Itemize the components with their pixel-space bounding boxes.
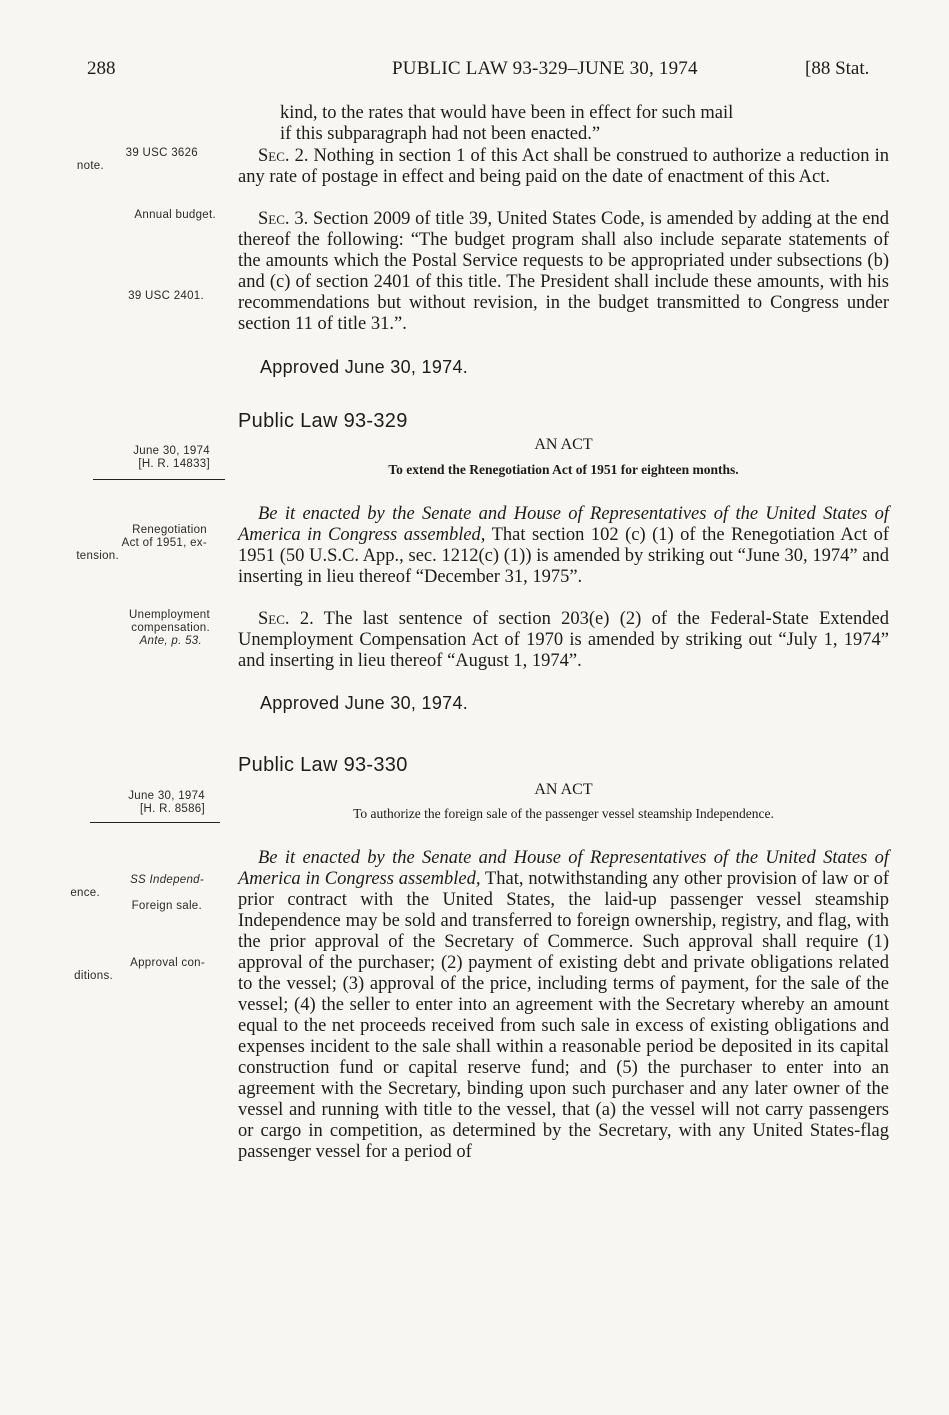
continued-line-1: kind, to the rates that would have been in effect for such mail: [280, 103, 734, 123]
margin-rule: [90, 822, 220, 823]
section-label: Sec. 2.: [258, 609, 314, 629]
margin-note-line: Unemployment: [129, 609, 210, 621]
section-text: Nothing in section 1 of this Act shall be construed to authorize a reduction in any rate of postage in effect and being paid on the date of enactment of this Act.: [238, 146, 890, 187]
margin-note-line: 39 USC 3626: [125, 147, 198, 159]
margin-note-unemployment: [60, 609, 210, 648]
section-label: Sec. 2.: [258, 146, 309, 166]
act-purpose: To authorize the foreign sale of the passenger vessel steamship Independence.: [353, 806, 774, 821]
margin-note-line: Renegotiation: [132, 524, 207, 536]
margin-note-line: tension.: [76, 550, 119, 562]
public-law-title: Public Law 93-329: [238, 410, 408, 432]
margin-note-line: Ante, p. 53.: [139, 635, 202, 647]
margin-note-approval-conditions: [60, 957, 205, 983]
continued-text: [280, 103, 889, 145]
margin-note-line: compensation.: [131, 622, 210, 634]
enacting-clause: Be it enacted by the Senate and House of Representatives of the United States of America in Congress assembled,: [238, 848, 889, 889]
section-text: That, notwithstanding any other provision of law or of prior contract with the United States, the laid-up passenger vessel steamship Independence may be sold and transferred to foreign ownership, registry, and flag, with the prior approval of the Secretary of Commerce. Such approval shall require (1) approval of the purchaser; (2) payment of existing debt and private obligations related to the vessel; (3) approval of the price, including terms of payment, for the sale of the vessel; (4) the seller to enter into an agreement with the Secretary whereby an amount equal to the net proceeds received from such sale in excess of existing obligations and expenses incident to the sale shall within a reasonable period be deposited in its capital construction fund or capital reserve fund; and (5) the purchaser to enter into an agreement with the Secretary, binding upon such purchaser and any later owner of the vessel and running with title to the vessel, that (a) the vessel will not carry passengers or cargo in competition, as determined by the Secretary, with any United States-flag passenger vessel for a period of: [238, 869, 889, 1162]
margin-note-bill: [H. R. 14833]: [138, 458, 210, 470]
margin-rule: [93, 479, 225, 480]
margin-note-ss-independence: [60, 874, 202, 913]
margin-note-usc-2401: 39 USC 2401.: [128, 290, 204, 302]
margin-note-usc-3626: [60, 147, 198, 173]
section-2-paragraph: [238, 146, 889, 188]
section-2-paragraph: [238, 609, 889, 672]
section-text: Section 2009 of title 39, United States Code, is amended by adding at the end thereof the following: “The budget program shall also include separate statements of the amounts which the Postal Service requests to be appropriated under subsections (b) and (c) of section 2401 of this title. The President shall include these amounts, with his recommendations but without revision, in the budget transmitted to Congress under section 11 of title 31.”.: [238, 209, 889, 334]
margin-note-bill: [H. R. 8586]: [140, 803, 205, 815]
margin-note-date-bill: [80, 445, 210, 471]
enacting-paragraph: [238, 504, 889, 588]
public-law-title: Public Law 93-330: [238, 754, 408, 776]
margin-note-annual-budget: Annual budget.: [134, 209, 216, 221]
continued-line-2: if this subparagraph had not been enacted.”: [280, 124, 601, 144]
margin-note-renegotiation: [60, 524, 207, 563]
section-label: Sec. 3.: [258, 209, 309, 229]
section-3-paragraph: [238, 209, 889, 335]
an-act-heading: AN ACT: [534, 436, 593, 453]
margin-note-line: ence.: [70, 887, 100, 899]
margin-note-line: SS Independ-: [130, 874, 204, 886]
margin-note-line: note.: [76, 160, 104, 172]
margin-note-line: ditions.: [74, 970, 113, 982]
page-number: 288: [87, 58, 116, 79]
margin-note-line: Act of 1951, ex-: [121, 537, 207, 549]
header-title: PUBLIC LAW 93-329–JUNE 30, 1974: [392, 58, 698, 79]
act-purpose: To extend the Renegotiation Act of 1951 for eighteen months.: [388, 462, 739, 477]
margin-note-date-bill: [80, 790, 205, 816]
enacting-clause: Be it enacted by the Senate and House of Representatives of the United States of America in Congress assembled,: [238, 504, 889, 545]
approved-date: Approved June 30, 1974.: [260, 693, 469, 713]
approved-date: Approved June 30, 1974.: [260, 357, 469, 377]
statute-reference: [88 Stat.: [805, 58, 870, 79]
margin-note-date: June 30, 1974: [128, 790, 205, 802]
margin-note-date: June 30, 1974: [133, 445, 210, 457]
an-act-heading: AN ACT: [534, 781, 593, 798]
running-header: [0, 58, 949, 86]
section-text: That section 102 (c) (1) of the Renegotiation Act of 1951 (50 U.S.C. App., sec. 1212(c) (1)) is amended by striking out “June 30, 1974” and inserting in lieu thereof “December 31, 1975”.: [238, 525, 889, 587]
enacting-paragraph: [238, 848, 889, 1163]
margin-note-line: Foreign sale.: [131, 900, 202, 912]
margin-note-line: Approval con-: [130, 957, 205, 969]
section-text: The last sentence of section 203(e) (2) of the Federal-State Extended Unemployment Compensation Act of 1970 is amended by striking out “July 1, 1974” and inserting in lieu thereof “August 1, 1974”.: [238, 609, 889, 671]
